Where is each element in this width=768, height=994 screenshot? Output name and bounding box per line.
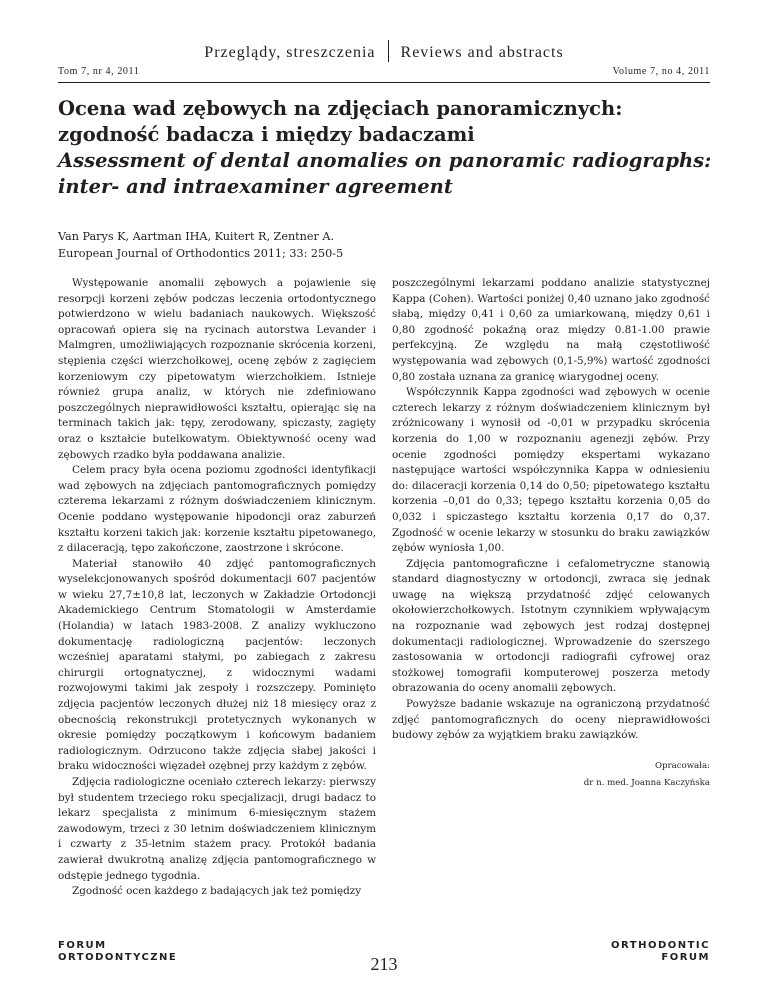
section-title-en: Reviews and abstracts [400,44,564,61]
footer-journal-en [611,940,710,964]
author-block [58,228,718,262]
paragraph: Zdjęcia radiologiczne oceniało czterech lekarzy: pierwszy był studentem trzeciego roku specjalizacji, drugi badacz to lekarz specjalista z minimum 6-miesięcznym stażem zawodowym, trzeci z 30 letnim doświadczeniem klinicznym i czwarty z 35-letnim stażem pracy. Protokół badania zawierał dwukrotną analizę zdjęcia pantomograficznego w odstępie jednego tygodnia. [58,776,376,882]
title-pl: Ocena wad zębowych na zdjęciach panoramicznych: zgodność badacza i między badaczami [58,97,623,146]
signature-name: dr n. med. Joanna Kaczyńska [583,777,710,788]
paragraph: Współczynnik Kappa zgodności wad zębowych w ocenie czterech lekarzy z różnym doświadczeniem klinicznym był zróżnicowany i wynosił od -0,01 w przypadku skrócenia korzenia do 1,00 w rozpoznaniu agenezji zębów. Przy ocenie zgodności pomiędzy ekspertami wykazano następujące wartości współczynnika Kappa w odniesieniu do: dilaceracji korzenia 0,14 do 0,50; pipetowatego kształtu korzenia –0,01 do 0,33; tępego kształtu korzenia 0,05 do 0,032 i spiczastego kształtu korzenia 0,17 do 0,37. Zgodność w ocenie lekarzy w stosunku do braku zawiązków zębów wyniosła 1,00. [392,386,710,555]
paragraph: poszczególnymi lekarzami poddano analizie statystycznej Kappa (Cohen). Wartości poniżej 0,40 uznano jako zgodność słabą, między 0,41 i 0,60 za umiarkowaną, między 0,61 i 0,80 zgodność pokaźną oraz między 0.81-1.00 prawie perfekcyjną. Ze względu na małą częstotliwość występowania wad zębowych (0,1-5,9%) wartość zgodności 0,80 została uznana za granicę wiarygodnej oceny. [392,277,710,383]
paragraph: Zgodność ocen każdego z badających jak też pomiędzy [72,885,362,898]
column-right [392,276,710,792]
running-head [0,40,768,62]
paragraph: Powyższe badanie wskazuje na ograniczoną przydatność zdjęć pantomograficznych do oceny nieprawidłowości budowy zębów za wyjątkiem braku zawiązków. [392,698,710,742]
signature [392,758,710,792]
paragraph: Występowanie anomalii zębowych a pojawienie się resorpcji korzeni zębów podczas leczenia ortodontycznego potwierdzono w wielu badaniach naukowych. Większość opracowań opiera się na rycinach autorstwa Levander i Malmgren, umożliwiających rozpoznanie skrócenia korzeni, stępienia części wierzchołkowej, ocenę zębów z zagięciem korzeniowym czy pipetowatym wierzchołkiem. Istnieje również grupa analiz, w których nie zdefiniowano poszczególnych nieprawidłowości kształtu, opierając się na terminach takich jak: tępy, zerodowany, spiczasty, zagięty oraz o kształcie butelkowatym. Obiektywność oceny wad zębowych rzadko była poddawana analizie. [58,277,376,461]
title-en: Assessment of dental anomalies on panoramic radiographs: inter- and intraexaminer agreement [58,149,712,198]
footer-right-line2: FORUM [661,952,710,963]
footer-left-line2: ORTODONTYCZNE [58,952,178,963]
article-title [58,96,718,200]
paragraph: Celem pracy była ocena poziomu zgodności identyfikacji wad zębowych na zdjęciach pantomograficznych pomiędzy czterema lekarzami z różnym doświadczeniem klinicznym. Ocenie poddano występowanie hipodoncji oraz zaburzeń kształtu korzeni takich jak: korzenie kształtu pipetowanego, z dilaceracją, tępo zakończone, zaostrzone i skrócone. [58,464,376,555]
footer-right-line1: ORTHODONTIC [611,940,710,951]
citation: European Journal of Orthodontics 2011; 33: 250-5 [58,247,344,260]
signature-label: Opracowała: [654,760,710,771]
volume-pl: Tom 7, nr 4, 2011 [58,66,140,77]
paragraph: Materiał stanowiło 40 zdjęć pantomograficznych wyselekcjonowanych spośród dokumentacji 607 pacjentów w wieku 27,7±10,8 lat, leczonych w Zakładzie Ortodoncji Akademickiego Centrum Stomatologii w Amsterdamie (Holandia) w latach 1983-2008. Z analizy wykluczono dokumentację radiologiczną pacjentów: leczonych wcześniej aparatami stałymi, po zabiegach z zakresu chirurgii ortognatycznej, z widocznymi wadami rozwojowymi takimi jak zespoły i rozszczepy. Pominięto zdjęcia pacjentów leczonych dłużej niż 18 miesięcy oraz z obecnością rekonstrukcji protetycznych wykonanych w okresie pomiędzy początkowym i końcowym badaniem radiologicznym. Odrzucono także zdjęcia słabej jakości i braku widoczności więzadeł ozębnej przy każdym z zębów. [58,557,376,773]
authors: Van Parys K, Aartman IHA, Kuitert R, Zentner A. [58,230,335,243]
volume-en: Volume 7, no 4, 2011 [612,66,710,77]
section-divider [388,40,389,62]
section-title-pl: Przeglądy, streszczenia [204,44,376,61]
footer-left-line1: FORUM [58,940,107,951]
header-rule [58,82,710,83]
paragraph: Zdjęcia pantomograficzne i cefalometryczne stanowią standard diagnostyczny w ortodoncji, zwraca się jednak uwagę na większą przydatność zdjęć celowanych okołowierzchołkowych. Istotnym czynnikiem wpływającym na rozpoznanie wad zębowych jest rodzaj dostępnej dokumentacji radiologicznej. Wprowadzenie do szerszego zastosowania w ortodoncji radiografii cyfrowej oraz stożkowej tomografii komputerowej poszerza metody obrazowania do oceny anomalii zębowych. [392,557,710,695]
column-left [58,276,376,900]
page-number: 213 [370,954,398,974]
